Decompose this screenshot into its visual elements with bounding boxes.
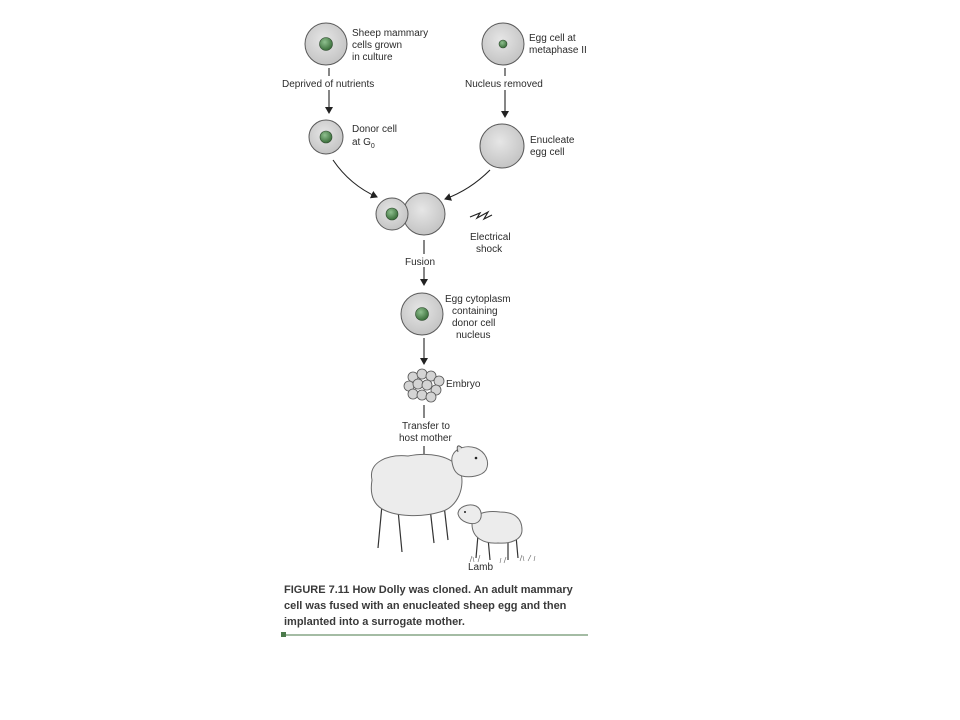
- egg-cell: [482, 23, 524, 65]
- egg-cell-label: Egg cell at metaphase II: [529, 33, 587, 56]
- enucleate-egg-label: Enucleate egg cell: [530, 135, 575, 158]
- host-mother-sheep: [371, 446, 487, 552]
- lamb-sheep: [458, 505, 522, 560]
- embryo-label: Embryo: [446, 379, 481, 390]
- figure-caption: FIGURE 7.11 How Dolly was cloned. An adult mammary cell was fused with an enucleated sheep egg and then implanted into a surrogate mother.: [284, 584, 573, 628]
- fused-egg-label: Egg cytoplasm containing donor cell nucleus: [445, 294, 511, 341]
- donor-cell: [309, 120, 343, 154]
- transfer-label: Transfer to host mother: [399, 421, 452, 444]
- embryo-cluster: [404, 369, 444, 402]
- lightning-icon: [470, 212, 492, 219]
- nucleus-removed-label: Nucleus removed: [465, 79, 543, 90]
- caption-rule-marker: [281, 632, 286, 637]
- fusion-label: Fusion: [405, 257, 436, 268]
- deprived-label: Deprived of nutrients: [282, 79, 375, 90]
- fusing-cells: [376, 193, 445, 235]
- lamb-label: Lamb: [468, 562, 494, 573]
- mammary-cell-label: Sheep mammary cells grown in culture: [352, 28, 429, 63]
- electrical-shock-label: Electrical shock: [470, 232, 511, 255]
- fused-egg-cell: [401, 293, 443, 335]
- enucleate-egg-cell: [480, 124, 524, 168]
- donor-cell-label: Donor cell at $G_0$: [352, 124, 398, 150]
- mammary-cell: [305, 23, 347, 65]
- arrow-donor-to-fusion: [333, 160, 377, 197]
- arrow-enucleate-to-fusion: [445, 170, 490, 199]
